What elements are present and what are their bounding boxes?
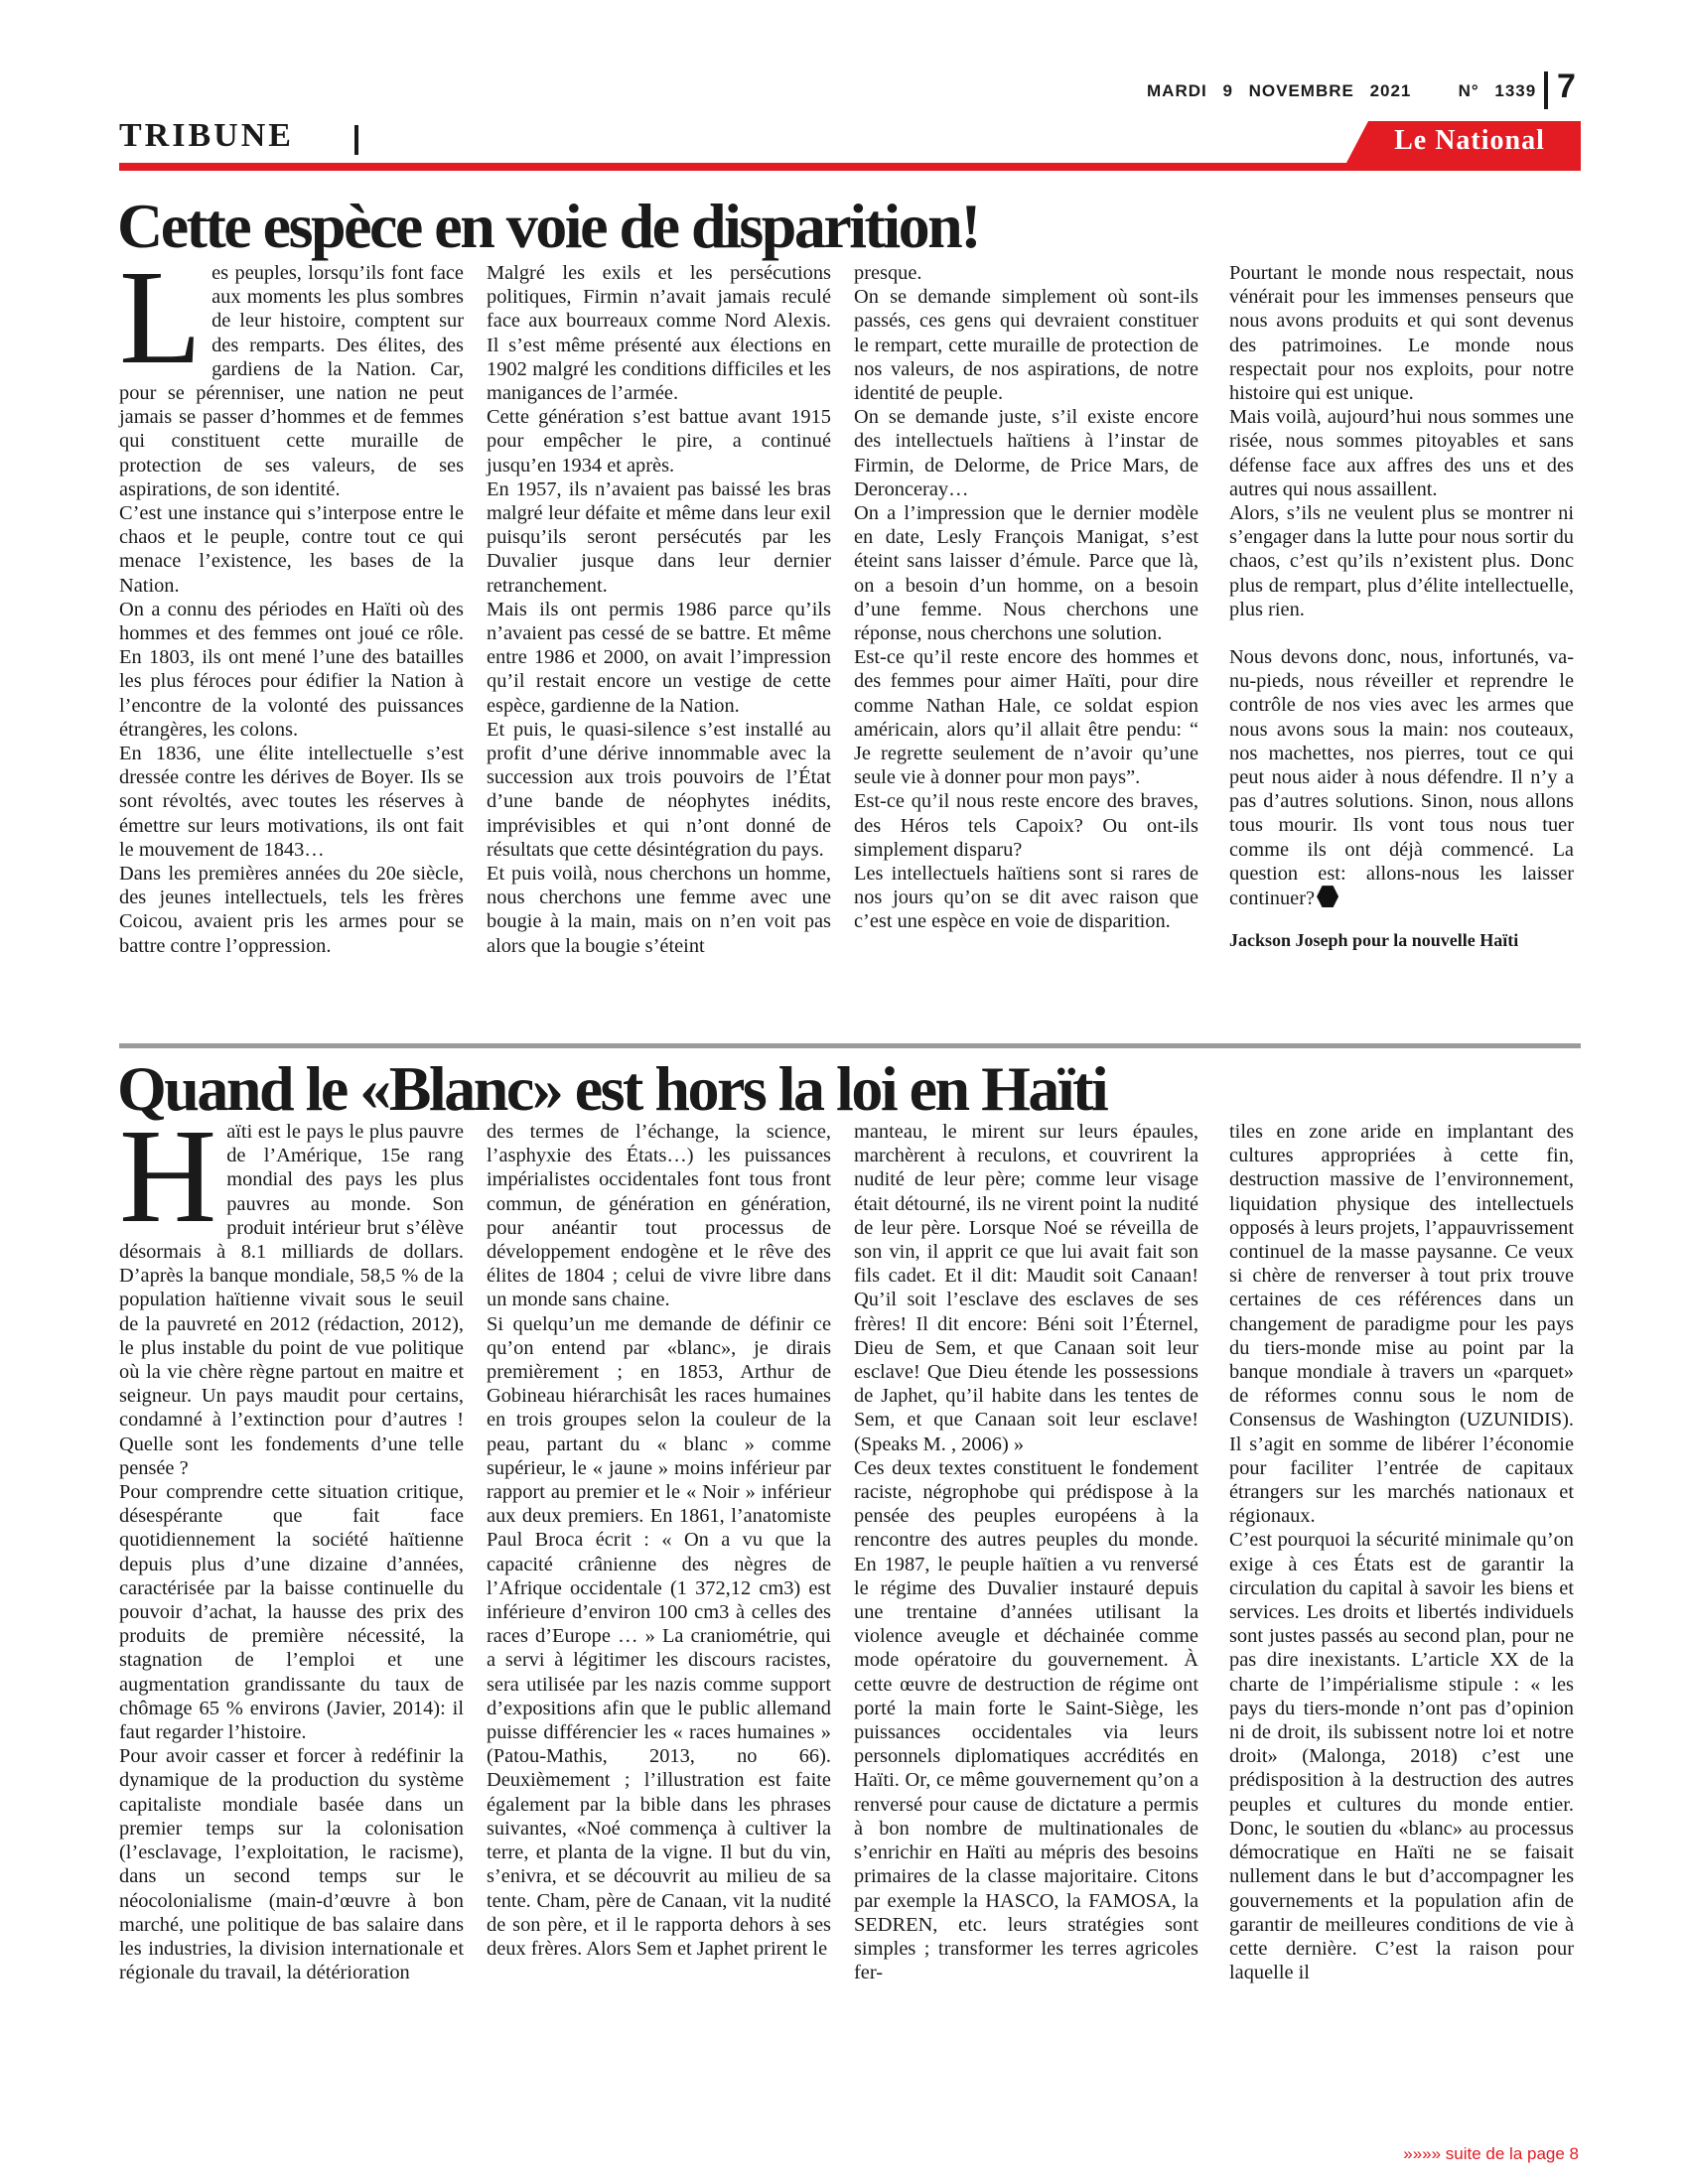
article-1-column-3 xyxy=(854,261,1198,934)
paragraph: Les intellectuels haïtiens sont si rares de nos jours qu’on se dit avec raison que c’est une espèce en voie de disparition. xyxy=(854,863,1198,933)
paragraph: C’est une instance qui s’interpose entre le chaos et le peuple, contre tout ce qui menace l’existence, les bases de la Nation. xyxy=(119,502,464,597)
paragraph: Alors, s’ils ne veulent plus se montrer ni s’engager dans la lutte pour nous sortir du chaos, c’est qu’ils n’existent plus. Donc plus de rempart, plus d’élite intellectuelle, plus rien. xyxy=(1229,502,1574,620)
paragraph: On se demande juste, s’il existe encore des intellectuels haïtiens à l’instar de Firmin, de Delorme, de Price Mars, de Deronceray… xyxy=(854,406,1198,500)
article-1-column-2 xyxy=(487,261,831,958)
paragraph: C’est pourquoi la sécurité minimale qu’on exige à ces États est de garantir la circulation du capital à savoir les biens et services. Les droits et libertés individuels sont justes passés au second plan, pour ne pas dire inexistants. L’article XX de la charte de l’impérialisme stipule : « les pays du tiers-monde n’ont pas d’opinion ni de droit, ils subissent notre loi et notre droit» (Malonga, 2018) c’est une prédisposition à la destruction des autres peuples et cultures du monde entier. Donc, le soutien du «blanc» au processus démocratique en Haïti ne se faisait nullement dans le but d’accompagner les gouvernements et la population afin de garantir de meilleures conditions de vie à cette dernière. C’est la raison pour laquelle il xyxy=(1229,1529,1574,1984)
paragraph: Pour comprendre cette situation critique, désespérante que fait face quotidiennement la société haïtienne depuis plus d’une dizaine d’années, caractérisée par la baisse continuelle du pouvoir d’achat, la hausse des prix des produits de première nécessité, la stagnation de l’emploi et une augmentation grandissante du taux de chômage 65 % environs (Javier, 2014): il faut regarder l’histoire. xyxy=(119,1481,464,1744)
article-1-signature: Jackson Joseph pour la nouvelle Haïti xyxy=(1229,930,1519,951)
article-2-column-1 xyxy=(119,1102,464,1984)
paragraph: Pourtant le monde nous respectait, nous vénérait pour les immenses penseurs que nous avons produits et qui sont devenus des patrimoines. Le monde nous respectait pour nos exploits, pour notre histoire qui est unique. xyxy=(1229,262,1574,405)
paragraph: aïti est le pays le plus pauvre de l’Amérique, 15e rang mondial des pays les plus pauvres au monde. Son produit intérieur brut s’élève désormais à 8.1 milliards de dollars. D’après la banque mondiale, 58,5 % de la population haïtienne vivait sous le seuil de la pauvreté en 2012 (rédaction, 2012), le plus instable du point de vue politique où la vie chère règne partout en maitre et seigneur. Un pays maudit pour certains, condamné à l’extinction pour d’autres ! Quelle sont les fondements d’une telle pensée ? xyxy=(119,1121,464,1479)
paragraph: Dans les premières années du 20e siècle, des jeunes intellectuels, tels les frères Coicou, avaient pris les armes pour se battre contre l’oppression. xyxy=(119,863,464,957)
header-divider xyxy=(1544,71,1548,109)
paragraph: Est-ce qu’il nous reste encore des braves, des Héros tels Capoix? Ou ont-ils simplement disparu? xyxy=(854,790,1198,861)
page-number: 7 xyxy=(1557,68,1576,105)
paragraph: Est-ce qu’il reste encore des hommes et des femmes pour aimer Haïti, pour dire comme Nathan Hale, ce soldat espion américain, alors qu’il allait être pendu: “ Je regrette seulement de n’avoir qu’une seule vie à donner pour mon pays”. xyxy=(854,646,1198,789)
paragraph: Si quelqu’un me demande de définir ce qu’on entend par «blanc», je dirais premièrement ; en 1853, Arthur de Gobineau hiérarchisât les races humaines en trois groupes selon la couleur de la peau, partant du « blanc » comme supérieur, le « jaune » moins inférieur par rapport au premier et le « Noir » inférieur aux deux premiers. En 1861, l’anatomiste Paul Broca écrit : « On a vu que la capacité crânienne des nègres de l’Afrique occidentale (1 372,12 cm3) est inférieure d’environ 100 cm3 à celles des races d’Europe … » La craniométrie, qui a servi à légitimer les discours racistes, sera utilisée par les nazis comme support d’expositions afin que le public allemand puisse différencier les « races humaines » (Patou-Mathis, 2013, no 66). Deuxièmement ; l’illustration est faite également par la bible dans les phrases suivantes, «Noé commença à cultiver la terre, et planta de la vigne. Il but du vin, s’enivra, et se découvrit au milieu de sa tente. Cham, père de Canaan, vit la nudité de son père, et il le rapporta dehors à ses deux frères. Alors Sem et Japhet prirent le xyxy=(487,1312,831,1960)
end-of-article-icon xyxy=(1317,886,1338,907)
paragraph: manteau, le mirent sur leurs épaules, marchèrent à reculons, et couvrirent la nudité de leur père; comme leur visage était détourné, ils ne virent point la nudité de leur père. Lorsque Noé se réveilla de son vin, il apprit ce que lui avait fait son fils cadet. Et il dit: Maudit soit Canaan! Qu’il soit l’esclave des esclaves de ses frères! Il dit encore: Béni soit l’Éternel, Dieu de Sem, et que Canaan soit leur esclave! Que Dieu étende les possessions de Japhet, qu’il habite dans les tentes de Sem, et que Canaan soit leur esclave! (Speaks M. , 2006) » xyxy=(854,1121,1198,1455)
paragraph: Pour avoir casser et forcer à redéfinir la dynamique de la production du système capitaliste mondiale basée dans un premier temps sur la colonisation (l’esclavage, l’exploitation, le racisme), dans un second temps sur le néocolonialisme (main-d’œuvre à bon marché, une politique de bas salaire dans les industries, la division internationale et régionale du travail, la détérioration xyxy=(119,1745,464,1984)
paragraph: presque. xyxy=(854,262,922,284)
paragraph: Mais voilà, aujourd’hui nous sommes une risée, nous sommes pitoyables et sans défense face aux affres des uns et des autres qui nous assaillent. xyxy=(1229,406,1574,500)
article-2-column-2 xyxy=(487,1120,831,1961)
paragraph: Cette génération s’est battue avant 1915 pour empêcher le pire, a continué jusqu’en 1934 et après. xyxy=(487,406,831,477)
paragraph: En 1836, une élite intellectuelle s’est dressée contre les dérives de Boyer. Ils se sont révoltés, avec toutes les réserves à émettre sur leurs motivations, ils ont fait le mouvement de 1843… xyxy=(119,743,464,861)
paragraph: des termes de l’échange, la science, l’asphyxie des États…) les puissances impérialistes occidentales font tous front commun, de génération en génération, pour anéantir tout processus de développement endogène et le rêve des élites de 1804 ; celui de vivre libre dans un monde sans chaine. xyxy=(487,1121,831,1311)
article-1-column-1 xyxy=(119,243,464,958)
article-2-dropcap: H xyxy=(119,1102,217,1251)
article-1-column-4 xyxy=(1229,261,1574,952)
article-2-title: Quand le «Blanc» est hors la loi en Haïti xyxy=(117,1053,1107,1124)
paragraph: Malgré les exils et les persécutions politiques, Firmin n’avait jamais reculé face aux bourreaux comme Nord Alexis. Il s’est même présenté aux élections en 1902 malgré les conditions difficiles et les manigances de l’armée. xyxy=(487,262,831,405)
paragraph: On se demande simplement où sont-ils passés, ces gens qui devraient constituer le rempart, cette muraille de protection de nos valeurs, de nos aspirations, de notre identité de peuple. xyxy=(854,286,1198,405)
paragraph: Et puis, le quasi-silence s’est installé au profit d’une dérive innommable avec la succession aux trois pouvoirs de l’État d’une bande de néophytes inédits, imprévisibles et qui n’ont donné de résultats que cette désintégration du pays. xyxy=(487,718,831,861)
article-2-column-4 xyxy=(1229,1120,1574,1984)
closing-text: Nous devons donc, nous, infortunés, va-nu-pieds, nous réveiller et reprendre le contrôle de nos vies avec les armes que nous avons sous la main: nos couteaux, nos machettes, nos pierres, tout ce qui peut nous aider à nous défendre. Il n’y a pas d’autres solutions. Sinon, nous allons tous mourir. Ils vont tous nous tuer comme ils ont déjà commencé. La question est: allons-nous les laisser continuer? xyxy=(1229,646,1574,910)
newspaper-brand: Le National xyxy=(1394,125,1545,156)
paragraph: Mais ils ont permis 1986 parce qu’ils n’avaient pas cessé de se battre. Et même entre 1986 et 2000, on avait l’impression qu’il restait encore un vestige de cette espèce, gardienne de la Nation. xyxy=(487,598,831,717)
paragraph: On a connu des périodes en Haïti où des hommes et des femmes ont joué ce rôle. En 1803, ils ont mené l’une des batailles les plus féroces pour édifier la Nation à l’encontre de la volonté des puissances étrangères, les colons. xyxy=(119,598,464,741)
issue-date xyxy=(1147,81,1536,101)
closing-paragraph xyxy=(1229,645,1574,910)
paragraph: Ces deux textes constituent le fondement raciste, négrophobe qui prédispose à la pensée des peuples européens à la rencontre des autres peuples du monde. En 1987, le peuple haïtien a vu renversé le régime des Duvalier instauré depuis une trentaine d’années utilisant la violence aveugle et déchainée comme mode opératoire du gouvernement. À cette œuvre de destruction de régime ont porté la main forte le Saint-Siège, les puissances occidentales via leurs personnels diplomatiques accrédités en Haïti. Or, ce même gouvernement qu’on a renversé pour cause de dictature a permis à bon nombre de multinationales de s’enrichir en Haïti au mépris des besoins primaires de la classe majoritaire. Citons par exemple la HASCO, la FAMOSA, la SEDREN, etc. leurs stratégies sont simples ; transformer les terres agricoles fer- xyxy=(854,1456,1198,1984)
date-text: MARDI 9 NOVEMBRE 2021 xyxy=(1147,81,1412,100)
article-1-dropcap: L xyxy=(119,243,203,392)
header-rule xyxy=(119,163,1581,171)
paragraph: Et puis voilà, nous cherchons un homme, nous cherchons une femme avec une bougie à la main, mais on n’en voit pas alors que la bougie s’éteint xyxy=(487,863,831,957)
article-1-title: Cette espèce en voie de disparition! xyxy=(117,191,980,261)
continued-on-page-link[interactable]: »»»» suite de la page 8 xyxy=(1403,2144,1579,2163)
article-2-column-3 xyxy=(854,1120,1198,1984)
article-separator xyxy=(119,1043,1581,1048)
section-divider xyxy=(354,125,358,155)
paragraph: On a l’impression que le dernier modèle en date, Lesly François Manigat, s’est éteint sans laisser d’émule. Parce que là, on a besoin d’un homme, on a besoin d’une femme. Nous cherchons une réponse, nous cherchons une solution. xyxy=(854,502,1198,645)
paragraph: tiles en zone aride en implantant des cultures appropriées à cette fin, destruction massive de l’environnement, liquidation physique des intellectuels opposés à leurs projets, l’appauvrissement continuel de la masse paysanne. Ce veux si chère de renverser à tout prix trouve certaines de ces références dans un changement de paradigme pour les pays du tiers-monde mise au point par la banque mondiale à travers un «parquet» de réformes connu sous le nom de Consensus de Washington (UZUNIDIS). Il s’agit en somme de libérer l’économie pour faciliter l’entrée de capitaux étrangers sur les marchés nationaux et régionaux. xyxy=(1229,1121,1574,1528)
section-label: TRIBUNE xyxy=(119,117,294,154)
issue-number: N° 1339 xyxy=(1458,81,1537,100)
paragraph: En 1957, ils n’avaient pas baissé les bras malgré leur défaite et même dans leur exil puisqu’ils seront persécutés par les Duvalier jusque dans leur dernier retranchement. xyxy=(487,478,831,597)
paragraph: es peuples, lorsqu’ils font face aux moments les plus sombres de leur histoire, comptent sur des remparts. Des élites, des gardiens de la Nation. Car, pour se pérenniser, une nation ne peut jamais se passer d’hommes et de femmes qui constituent cette muraille de protection de ses valeurs, de ses aspirations, de son identité. xyxy=(119,262,464,500)
